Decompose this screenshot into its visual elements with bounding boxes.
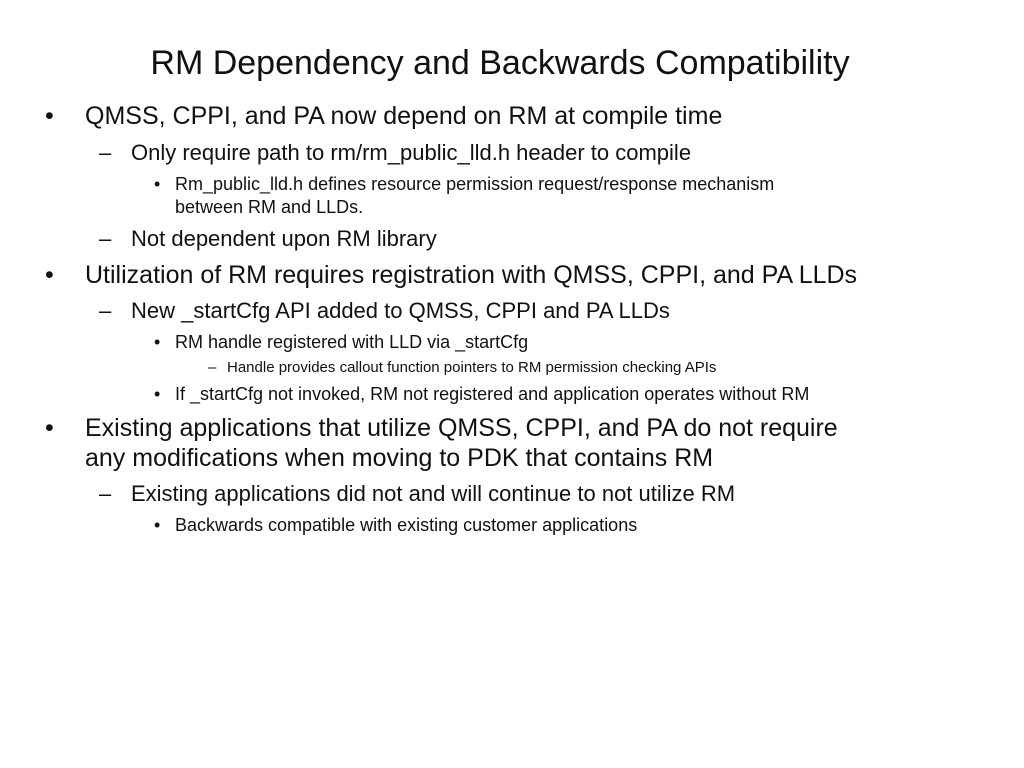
bullet-text: If _startCfg not invoked, RM not registered and application operates without RM <box>175 384 810 404</box>
bullet-text: Not dependent upon RM library <box>131 226 437 251</box>
bullet-text: Only require path to rm/rm_public_lld.h header to compile <box>131 140 692 165</box>
bullet-level2-item <box>99 297 670 324</box>
bullet-marker: • <box>154 515 161 535</box>
dash-marker: – <box>99 140 112 165</box>
bullet-text-line: Rm_public_lld.h defines resource permission request/response mechanism <box>175 174 775 194</box>
dash-marker: – <box>99 481 112 506</box>
bullet-level4-item <box>208 359 716 377</box>
bullet-text: RM handle registered with LLD via _startCfg <box>175 332 529 352</box>
bullet-text: Utilization of RM requires registration with QMSS, CPPI, and PA LLDs <box>85 261 858 289</box>
bullet-marker: • <box>45 261 54 289</box>
bullet-level2-item <box>99 139 691 166</box>
bullet-text-line: between RM and LLDs. <box>175 197 364 217</box>
dash-marker: – <box>99 226 112 251</box>
bullet-level3-item <box>154 331 528 353</box>
bullet-level3-continuation <box>175 196 363 218</box>
bullet-marker: • <box>45 414 54 442</box>
bullet-text: Backwards compatible with existing customer applications <box>175 515 638 535</box>
dash-marker: – <box>208 359 217 376</box>
bullet-level2-item <box>99 480 735 507</box>
bullet-level2-item <box>99 225 437 252</box>
bullet-marker: • <box>154 332 161 352</box>
bullet-text-line: any modifications when moving to PDK that contains RM <box>85 444 714 472</box>
bullet-marker: • <box>154 174 161 194</box>
bullet-level3-item <box>154 173 774 195</box>
bullet-level3-item <box>154 514 637 536</box>
bullet-text: Handle provides callout function pointers to RM permission checking APIs <box>227 359 717 376</box>
bullet-level1-item <box>45 260 857 290</box>
dash-marker: – <box>99 298 112 323</box>
bullet-text: Existing applications did not and will continue to not utilize RM <box>131 481 736 506</box>
bullet-marker: • <box>154 384 161 404</box>
slide-title: RM Dependency and Backwards Compatibility <box>150 44 850 82</box>
bullet-text: New _startCfg API added to QMSS, CPPI and PA LLDs <box>131 298 670 323</box>
bullet-level1-item <box>45 101 722 131</box>
bullet-level3-item <box>154 383 809 405</box>
bullet-text: QMSS, CPPI, and PA now depend on RM at compile time <box>85 102 723 130</box>
bullet-marker: • <box>45 102 54 130</box>
bullet-text-line: Existing applications that utilize QMSS, CPPI, and PA do not require <box>85 414 838 442</box>
bullet-level1-item <box>45 413 838 443</box>
bullet-level1-continuation <box>85 443 713 473</box>
